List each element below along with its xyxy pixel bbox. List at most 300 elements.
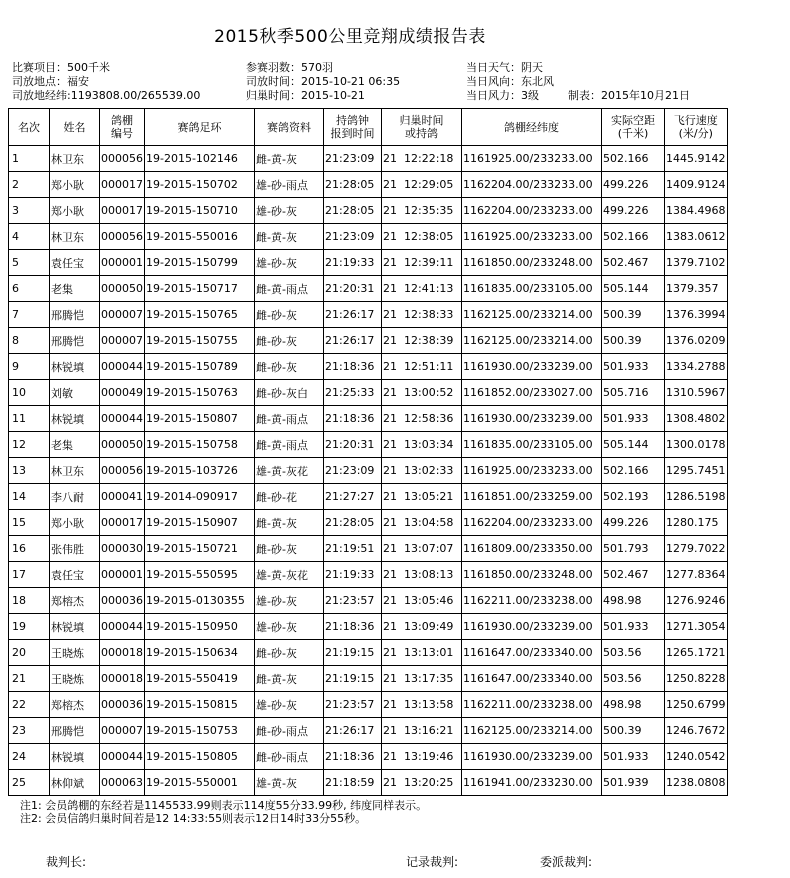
rank-cell: 8 xyxy=(9,328,50,354)
release-place: 司放地点：福安 xyxy=(12,75,89,88)
table-row xyxy=(9,276,728,302)
rank-cell: 15 xyxy=(9,510,50,536)
name-cell: 林仰斌 xyxy=(50,770,100,796)
loft-coords-cell: 1162204.00/233233.00 xyxy=(462,172,602,198)
bird-info-cell: 雌-砂-灰 xyxy=(255,536,324,562)
rank-cell: 6 xyxy=(9,276,50,302)
name-cell: 老集 xyxy=(50,432,100,458)
ring-cell: 19-2015-550419 xyxy=(145,666,255,692)
distance-cell: 500.39 xyxy=(602,718,665,744)
loft-id-cell: 000063 xyxy=(100,770,145,796)
table-row xyxy=(9,432,728,458)
distance-cell: 505.144 xyxy=(602,276,665,302)
name-cell: 林卫东 xyxy=(50,146,100,172)
distance-cell: 501.933 xyxy=(602,744,665,770)
loft-coords-cell: 1162204.00/233233.00 xyxy=(462,510,602,536)
return-time-cell: 21 13:16:21 xyxy=(382,718,462,744)
bird-info-cell: 雌-黄-雨点 xyxy=(255,432,324,458)
return-time-cell: 21 12:38:33 xyxy=(382,302,462,328)
return-time-cell: 21 13:03:34 xyxy=(382,432,462,458)
distance-cell: 498.98 xyxy=(602,692,665,718)
rank-cell: 21 xyxy=(9,666,50,692)
ring-cell: 19-2015-150950 xyxy=(145,614,255,640)
loft-id-cell: 000056 xyxy=(100,146,145,172)
loft-id-cell: 000056 xyxy=(100,224,145,250)
table-row xyxy=(9,224,728,250)
header-name: 姓名 xyxy=(50,109,100,146)
made-on-date: 制表：2015年10月21日 xyxy=(568,89,690,102)
speed-cell: 1376.0209 xyxy=(665,328,728,354)
bird-info-cell: 雌-砂-雨点 xyxy=(255,718,324,744)
rank-cell: 1 xyxy=(9,146,50,172)
name-cell: 李八耐 xyxy=(50,484,100,510)
ring-cell: 19-2015-150702 xyxy=(145,172,255,198)
distance-cell: 505.716 xyxy=(602,380,665,406)
loft-id-cell: 000001 xyxy=(100,250,145,276)
return-time-cell: 21 12:58:36 xyxy=(382,406,462,432)
speed-cell: 1300.0178 xyxy=(665,432,728,458)
info-middle xyxy=(246,61,400,103)
loft-coords-cell: 1161925.00/233233.00 xyxy=(462,224,602,250)
clock-time-cell: 21:23:57 xyxy=(324,692,382,718)
loft-coords-cell: 1161930.00/233239.00 xyxy=(462,744,602,770)
header-row xyxy=(9,109,728,146)
bird-info-cell: 雌-砂-灰 xyxy=(255,354,324,380)
return-time-cell: 21 12:22:18 xyxy=(382,146,462,172)
bird-info-cell: 雄-砂-灰 xyxy=(255,614,324,640)
loft-coords-cell: 1161925.00/233233.00 xyxy=(462,458,602,484)
return-time-cell: 21 13:00:52 xyxy=(382,380,462,406)
bird-info-cell: 雄-砂-灰 xyxy=(255,692,324,718)
return-time-cell: 21 13:13:58 xyxy=(382,692,462,718)
clock-time-cell: 21:28:05 xyxy=(324,172,382,198)
table-row xyxy=(9,146,728,172)
speed-cell: 1409.9124 xyxy=(665,172,728,198)
name-cell: 林锐填 xyxy=(50,744,100,770)
rank-cell: 4 xyxy=(9,224,50,250)
rank-cell: 10 xyxy=(9,380,50,406)
loft-coords-cell: 1161941.00/233230.00 xyxy=(462,770,602,796)
rank-cell: 11 xyxy=(9,406,50,432)
speed-cell: 1271.3054 xyxy=(665,614,728,640)
distance-cell: 502.166 xyxy=(602,458,665,484)
loft-id-cell: 000041 xyxy=(100,484,145,510)
loft-id-cell: 000007 xyxy=(100,328,145,354)
loft-id-cell: 000044 xyxy=(100,614,145,640)
clock-time-cell: 21:18:36 xyxy=(324,614,382,640)
return-time-cell: 21 13:05:46 xyxy=(382,588,462,614)
name-cell: 王晓炼 xyxy=(50,640,100,666)
name-cell: 郑小耿 xyxy=(50,510,100,536)
return-time-cell: 21 12:38:39 xyxy=(382,328,462,354)
rank-cell: 20 xyxy=(9,640,50,666)
bird-info-cell: 雌-黄-灰 xyxy=(255,224,324,250)
speed-cell: 1280.175 xyxy=(665,510,728,536)
return-time-cell: 21 12:41:13 xyxy=(382,276,462,302)
rank-cell: 17 xyxy=(9,562,50,588)
bird-info-cell: 雌-砂-雨点 xyxy=(255,744,324,770)
loft-coords-cell: 1161930.00/233239.00 xyxy=(462,354,602,380)
table-body xyxy=(9,146,728,796)
clock-time-cell: 21:23:09 xyxy=(324,224,382,250)
speed-cell: 1310.5967 xyxy=(665,380,728,406)
loft-coords-cell: 1162204.00/233233.00 xyxy=(462,198,602,224)
table-row xyxy=(9,692,728,718)
clock-time-cell: 21:18:36 xyxy=(324,354,382,380)
bird-info-cell: 雄-黄-灰花 xyxy=(255,458,324,484)
ring-cell: 19-2015-150721 xyxy=(145,536,255,562)
clock-time-cell: 21:18:36 xyxy=(324,744,382,770)
speed-cell: 1286.5198 xyxy=(665,484,728,510)
wind-direction: 当日风向：东北风 xyxy=(466,75,554,88)
rank-cell: 18 xyxy=(9,588,50,614)
rank-cell: 23 xyxy=(9,718,50,744)
distance-cell: 502.467 xyxy=(602,562,665,588)
bird-info-cell: 雄-砂-灰 xyxy=(255,198,324,224)
name-cell: 张伟胜 xyxy=(50,536,100,562)
loft-coords-cell: 1161647.00/233340.00 xyxy=(462,640,602,666)
table-header xyxy=(9,109,728,146)
table-row xyxy=(9,744,728,770)
loft-coords-cell: 1161852.00/233027.00 xyxy=(462,380,602,406)
ring-cell: 19-2015-102146 xyxy=(145,146,255,172)
rank-cell: 9 xyxy=(9,354,50,380)
name-cell: 王晓炼 xyxy=(50,666,100,692)
loft-id-cell: 000044 xyxy=(100,354,145,380)
return-time-cell: 21 13:05:21 xyxy=(382,484,462,510)
name-cell: 郑榕杰 xyxy=(50,692,100,718)
wind-force-line xyxy=(466,89,690,103)
table-row xyxy=(9,380,728,406)
loft-coords-cell: 1162125.00/233214.00 xyxy=(462,328,602,354)
table-row xyxy=(9,510,728,536)
table-row xyxy=(9,770,728,796)
bird-info-cell: 雄-砂-灰 xyxy=(255,250,324,276)
ring-cell: 19-2015-150765 xyxy=(145,302,255,328)
loft-coords-cell: 1161809.00/233350.00 xyxy=(462,536,602,562)
return-time-cell: 21 13:13:01 xyxy=(382,640,462,666)
loft-id-cell: 000030 xyxy=(100,536,145,562)
table-row xyxy=(9,640,728,666)
loft-id-cell: 000036 xyxy=(100,692,145,718)
return-time-cell: 21 13:02:33 xyxy=(382,458,462,484)
return-time-cell: 21 13:17:35 xyxy=(382,666,462,692)
event-item: 比赛项目：500千米 xyxy=(12,61,110,74)
clock-time-cell: 21:25:33 xyxy=(324,380,382,406)
report-title: 2015秋季500公里竞翔成绩报告表 xyxy=(214,27,486,47)
table-row xyxy=(9,458,728,484)
loft-coords-cell: 1162125.00/233214.00 xyxy=(462,302,602,328)
bird-info-cell: 雌-砂-灰 xyxy=(255,640,324,666)
loft-coords-cell: 1161850.00/233248.00 xyxy=(462,250,602,276)
clock-time-cell: 21:19:33 xyxy=(324,250,382,276)
rank-cell: 12 xyxy=(9,432,50,458)
bird-info-cell: 雄-砂-灰 xyxy=(255,588,324,614)
name-cell: 邢腾恺 xyxy=(50,718,100,744)
name-cell: 林卫东 xyxy=(50,224,100,250)
clock-time-cell: 21:26:17 xyxy=(324,328,382,354)
info-left xyxy=(12,61,200,103)
name-cell: 林锐填 xyxy=(50,406,100,432)
clock-time-cell: 21:20:31 xyxy=(324,432,382,458)
loft-coords-cell: 1161647.00/233340.00 xyxy=(462,666,602,692)
table-row xyxy=(9,198,728,224)
speed-cell: 1246.7672 xyxy=(665,718,728,744)
name-cell: 邢腾恺 xyxy=(50,302,100,328)
ring-cell: 19-2015-150634 xyxy=(145,640,255,666)
table-row xyxy=(9,172,728,198)
loft-coords-cell: 1161925.00/233233.00 xyxy=(462,146,602,172)
release-time: 司放时间：2015-10-21 06:35 xyxy=(246,75,401,88)
loft-id-cell: 000017 xyxy=(100,198,145,224)
bird-info-cell: 雌-黄-雨点 xyxy=(255,276,324,302)
ring-cell: 19-2015-150789 xyxy=(145,354,255,380)
clock-time-cell: 21:18:36 xyxy=(324,406,382,432)
ring-cell: 19-2015-150710 xyxy=(145,198,255,224)
distance-cell: 501.933 xyxy=(602,354,665,380)
speed-cell: 1379.357 xyxy=(665,276,728,302)
speed-cell: 1334.2788 xyxy=(665,354,728,380)
ring-cell: 19-2015-550016 xyxy=(145,224,255,250)
loft-id-cell: 000001 xyxy=(100,562,145,588)
name-cell: 袁任宝 xyxy=(50,250,100,276)
info-right xyxy=(466,61,690,103)
table-row xyxy=(9,484,728,510)
speed-cell: 1295.7451 xyxy=(665,458,728,484)
table-row xyxy=(9,354,728,380)
clock-time-cell: 21:23:09 xyxy=(324,146,382,172)
speed-cell: 1308.4802 xyxy=(665,406,728,432)
table-row xyxy=(9,250,728,276)
bird-info-cell: 雌-黄-雨点 xyxy=(255,406,324,432)
return-time-cell: 21 12:51:11 xyxy=(382,354,462,380)
name-cell: 郑榕杰 xyxy=(50,588,100,614)
ring-cell: 19-2015-550001 xyxy=(145,770,255,796)
clock-time-cell: 21:26:17 xyxy=(324,302,382,328)
distance-cell: 505.144 xyxy=(602,432,665,458)
bird-info-cell: 雄-砂-雨点 xyxy=(255,172,324,198)
table-row xyxy=(9,588,728,614)
speed-cell: 1250.6799 xyxy=(665,692,728,718)
loft-id-cell: 000044 xyxy=(100,744,145,770)
distance-cell: 499.226 xyxy=(602,198,665,224)
distance-cell: 503.56 xyxy=(602,640,665,666)
delegate-label: 委派裁判: xyxy=(540,855,593,869)
clock-time-cell: 21:28:05 xyxy=(324,510,382,536)
bird-info-cell: 雌-黄-灰 xyxy=(255,666,324,692)
clock-time-cell: 21:19:15 xyxy=(324,666,382,692)
loft-id-cell: 000056 xyxy=(100,458,145,484)
distance-cell: 499.226 xyxy=(602,510,665,536)
clock-time-cell: 21:23:09 xyxy=(324,458,382,484)
speed-cell: 1240.0542 xyxy=(665,744,728,770)
rank-cell: 5 xyxy=(9,250,50,276)
clock-time-cell: 21:18:59 xyxy=(324,770,382,796)
ring-cell: 19-2015-150758 xyxy=(145,432,255,458)
header-rank: 名次 xyxy=(9,109,50,146)
name-cell: 林锐填 xyxy=(50,354,100,380)
loft-id-cell: 000050 xyxy=(100,276,145,302)
bird-info-cell: 雌-黄-灰 xyxy=(255,146,324,172)
speed-cell: 1277.8364 xyxy=(665,562,728,588)
ring-cell: 19-2015-150717 xyxy=(145,276,255,302)
name-cell: 郑小耿 xyxy=(50,198,100,224)
loft-coords-cell: 1162211.00/233238.00 xyxy=(462,692,602,718)
loft-id-cell: 000017 xyxy=(100,172,145,198)
speed-cell: 1250.8228 xyxy=(665,666,728,692)
bird-info-cell: 雌-砂-花 xyxy=(255,484,324,510)
bird-info-cell: 雌-砂-灰白 xyxy=(255,380,324,406)
clock-time-cell: 21:20:31 xyxy=(324,276,382,302)
return-time-cell: 21 12:39:11 xyxy=(382,250,462,276)
return-time-cell: 21 12:35:35 xyxy=(382,198,462,224)
name-cell: 郑小耿 xyxy=(50,172,100,198)
rank-cell: 13 xyxy=(9,458,50,484)
speed-cell: 1265.1721 xyxy=(665,640,728,666)
bird-info-cell: 雌-砂-灰 xyxy=(255,328,324,354)
clock-time-cell: 21:19:15 xyxy=(324,640,382,666)
note-2: 注2: 会员信鸽归巢时间若是12 14:33:55则表示12日14时33分55秒。 xyxy=(20,812,367,825)
distance-cell: 500.39 xyxy=(602,302,665,328)
weather: 当日天气：阴天 xyxy=(466,61,543,74)
loft-coords-cell: 1161930.00/233239.00 xyxy=(462,614,602,640)
return-time-cell: 21 13:04:58 xyxy=(382,510,462,536)
loft-id-cell: 000036 xyxy=(100,588,145,614)
return-time-cell: 21 12:29:05 xyxy=(382,172,462,198)
ring-cell: 19-2015-550595 xyxy=(145,562,255,588)
rank-cell: 16 xyxy=(9,536,50,562)
speed-cell: 1379.7102 xyxy=(665,250,728,276)
return-time-cell: 21 12:38:05 xyxy=(382,224,462,250)
ring-cell: 19-2015-150807 xyxy=(145,406,255,432)
name-cell: 林锐填 xyxy=(50,614,100,640)
distance-cell: 502.193 xyxy=(602,484,665,510)
ring-cell: 19-2015-150799 xyxy=(145,250,255,276)
ring-cell: 19-2015-150755 xyxy=(145,328,255,354)
loft-id-cell: 000007 xyxy=(100,718,145,744)
recorder-label: 记录裁判: xyxy=(406,855,459,869)
rank-cell: 25 xyxy=(9,770,50,796)
loft-id-cell: 000049 xyxy=(100,380,145,406)
loft-id-cell: 000050 xyxy=(100,432,145,458)
table-row xyxy=(9,536,728,562)
table-row xyxy=(9,302,728,328)
clock-time-cell: 21:19:51 xyxy=(324,536,382,562)
clock-time-cell: 21:27:27 xyxy=(324,484,382,510)
return-time-cell: 21 13:09:49 xyxy=(382,614,462,640)
return-time-cell: 21 13:08:13 xyxy=(382,562,462,588)
bird-info-cell: 雌-黄-灰 xyxy=(255,510,324,536)
return-time: 归巢时间：2015-10-21 xyxy=(246,89,365,102)
ring-cell: 19-2015-103726 xyxy=(145,458,255,484)
clock-time-cell: 21:28:05 xyxy=(324,198,382,224)
distance-cell: 502.166 xyxy=(602,224,665,250)
clock-time-cell: 21:23:57 xyxy=(324,588,382,614)
loft-id-cell: 000044 xyxy=(100,406,145,432)
referee-chief-label: 裁判长: xyxy=(46,855,87,869)
speed-cell: 1383.0612 xyxy=(665,224,728,250)
rank-cell: 19 xyxy=(9,614,50,640)
speed-cell: 1276.9246 xyxy=(665,588,728,614)
speed-cell: 1238.0808 xyxy=(665,770,728,796)
rank-cell: 7 xyxy=(9,302,50,328)
loft-coords-cell: 1161851.00/233259.00 xyxy=(462,484,602,510)
table-row xyxy=(9,562,728,588)
loft-id-cell: 000018 xyxy=(100,666,145,692)
name-cell: 老集 xyxy=(50,276,100,302)
ring-cell: 19-2015-150907 xyxy=(145,510,255,536)
ring-cell: 19-2015-150815 xyxy=(145,692,255,718)
wind-force: 当日风力：3级 xyxy=(466,89,539,102)
distance-cell: 501.933 xyxy=(602,406,665,432)
loft-coords-cell: 1161835.00/233105.00 xyxy=(462,432,602,458)
header-speed: 飞行速度 (米/分) xyxy=(665,109,728,146)
bird-info-cell: 雄-黄-灰花 xyxy=(255,562,324,588)
header-return-time: 归巢时间 或持鸽 xyxy=(382,109,462,146)
table-row xyxy=(9,406,728,432)
bird-info-cell: 雄-黄-灰 xyxy=(255,770,324,796)
name-cell: 刘敏 xyxy=(50,380,100,406)
header-bird-info: 赛鸽资料 xyxy=(255,109,324,146)
entries-count: 参赛羽数：570羽 xyxy=(246,61,333,74)
distance-cell: 501.933 xyxy=(602,614,665,640)
rank-cell: 22 xyxy=(9,692,50,718)
ring-cell: 19-2015-150805 xyxy=(145,744,255,770)
loft-id-cell: 000017 xyxy=(100,510,145,536)
return-time-cell: 21 13:07:07 xyxy=(382,536,462,562)
distance-cell: 500.39 xyxy=(602,328,665,354)
distance-cell: 502.166 xyxy=(602,146,665,172)
speed-cell: 1445.9142 xyxy=(665,146,728,172)
ring-cell: 19-2015-0130355 xyxy=(145,588,255,614)
results-table xyxy=(8,108,728,796)
ring-cell: 19-2015-150763 xyxy=(145,380,255,406)
header-ring: 赛鸽足环 xyxy=(145,109,255,146)
rank-cell: 14 xyxy=(9,484,50,510)
header-clock-time: 持鸽钟 报到时间 xyxy=(324,109,382,146)
speed-cell: 1384.4968 xyxy=(665,198,728,224)
name-cell: 林卫东 xyxy=(50,458,100,484)
distance-cell: 501.939 xyxy=(602,770,665,796)
loft-coords-cell: 1161835.00/233105.00 xyxy=(462,276,602,302)
name-cell: 袁任宝 xyxy=(50,562,100,588)
table-row xyxy=(9,718,728,744)
header-distance: 实际空距 (千米) xyxy=(602,109,665,146)
speed-cell: 1279.7022 xyxy=(665,536,728,562)
return-time-cell: 21 13:19:46 xyxy=(382,744,462,770)
distance-cell: 499.226 xyxy=(602,172,665,198)
table-row xyxy=(9,614,728,640)
note-1: 注1: 会员鸽棚的东经若是1145533.99则表示114度55分33.99秒, 纬度同样表示。 xyxy=(20,799,428,812)
loft-id-cell: 000018 xyxy=(100,640,145,666)
rank-cell: 3 xyxy=(9,198,50,224)
loft-coords-cell: 1161850.00/233248.00 xyxy=(462,562,602,588)
distance-cell: 502.467 xyxy=(602,250,665,276)
header-loft-id: 鸽棚 编号 xyxy=(100,109,145,146)
ring-cell: 19-2014-090917 xyxy=(145,484,255,510)
loft-coords-cell: 1162211.00/233238.00 xyxy=(462,588,602,614)
notes xyxy=(20,799,427,825)
header-loft-coords: 鸽棚经纬度 xyxy=(462,109,602,146)
clock-time-cell: 21:19:33 xyxy=(324,562,382,588)
loft-coords-cell: 1161930.00/233239.00 xyxy=(462,406,602,432)
return-time-cell: 21 13:20:25 xyxy=(382,770,462,796)
ring-cell: 19-2015-150753 xyxy=(145,718,255,744)
bird-info-cell: 雌-砂-灰 xyxy=(255,302,324,328)
clock-time-cell: 21:26:17 xyxy=(324,718,382,744)
speed-cell: 1376.3994 xyxy=(665,302,728,328)
rank-cell: 2 xyxy=(9,172,50,198)
